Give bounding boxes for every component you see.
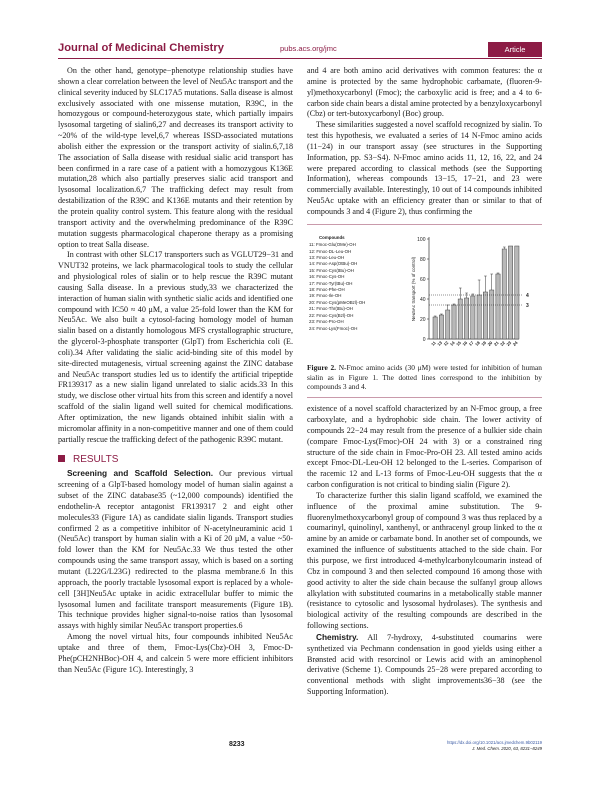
bar bbox=[452, 305, 456, 339]
figure-label: Figure 2. bbox=[307, 362, 337, 372]
journal-citation: J. Med. Chem. 2020, 63, 8231−8249 bbox=[472, 746, 542, 751]
y-tick-label: 100 bbox=[417, 236, 426, 243]
article-type-badge: Article bbox=[488, 42, 542, 57]
paragraph: In contrast with other SLC17 transporters such as VGLUT29−31 and VNUT32 proteins, we lack pharmacological tools to study the cellular and physiological roles of sialin or to help rescue the R39C mutant causing Salla disease. In a previous study,33 we characterized the interaction of human sialin with synthetic sialic acids and identified one compound with IC50 ≈ 40 μM, a value 25-fold lower than the KM for Neu5Ac. We also built a cytosol-facing homology model of human sialin based on a distantly homologous MFS crystallographic structure, the glycerol-3-phosphate transporter (GlpT) from Escherichia coli (E. coli).34 After validating the sialic acid-binding site of this model by site-directed mutagenesis, virtual screening against the ZINC database and Neu5Ac transport studies led us to identify the artificial tripeptide FR139317 as a new sialin ligand unrelated to sialic acids.33 In this study, we disclose other virtual hits from this screen and identify a novel scaffold of the sialin ligand well suited for chemical modifications. After optimization, the new ligands obtained inhibit sialin with a micromolar affinity in a non-competitive manner and one of them could partially rescue the trafficking defect of the pathogenic R39C mutant. bbox=[58, 250, 293, 444]
doi-link[interactable]: https://dx.doi.org/10.1021/acs.jmedchem.9b02119 bbox=[447, 740, 542, 745]
paragraph: Among the novel virtual hits, four compounds inhibited Neu5Ac uptake and three of them, Fmoc-Lys(Cbz)-OH 3, Fmoc-D-Phe(pCH2NHBoc)-OH 4, and calcein 5 were more efficient inhibitors than Neu5Ac (Figure 1C). Interestingly, 3 bbox=[58, 632, 293, 674]
article-page bbox=[58, 42, 542, 697]
x-tick-label: 21 bbox=[492, 339, 500, 347]
legend-item: 14: Fmoc-Asp(OtBu)-OH bbox=[309, 261, 358, 267]
x-tick-label: 19 bbox=[480, 339, 488, 347]
legend-item: 21: Fmoc-Thr(tBu)-OH bbox=[309, 306, 353, 312]
paragraph: To characterize further this sialin ligand scaffold, we examined the influence of the proximal amine substitution. The 9-fluorenylmethoxycarbonyl group of compound 3 was thus replaced by a coumarinyl, quinolinyl, xanthenyl, or anthracenyl group linked to the α amine by an amide or carbamate bond. In another set of compounds, we examined the influence of substituents attached to the side chain. For this purpose, we first introduced 4-methylcarbonylcoumarin instead of Cbz in compound 3 and then selected compound 16 among those with good activity to alter the side chain because the sulfanyl group allows alkylation with substituted coumarins in a metabolically stable manner (resistance to cytosolic and lysosomal hydrolases). The synthesis and biological activity of the resulting compounds are described in the following sections. bbox=[307, 490, 542, 631]
bar bbox=[502, 249, 506, 339]
x-tick-label: 22 bbox=[499, 339, 506, 347]
x-tick-label: 14 bbox=[448, 339, 456, 347]
subsection-title: Chemistry. bbox=[316, 631, 359, 642]
subsection-title: Screening and Scaffold Selection. bbox=[67, 468, 214, 479]
legend-item: 22: Fmoc-Cys(Bzl)-OH bbox=[309, 312, 354, 318]
legend-item: 23: Fmoc-Pro-OH bbox=[309, 319, 344, 325]
paragraph bbox=[307, 632, 542, 698]
page-header bbox=[58, 42, 542, 59]
journal-site-link[interactable]: pubs.acs.org/jmc bbox=[280, 44, 337, 53]
bar bbox=[515, 246, 519, 339]
x-tick-label: 16 bbox=[461, 339, 469, 347]
left-column bbox=[58, 66, 293, 675]
figure-2 bbox=[307, 224, 542, 398]
bar-chart bbox=[307, 231, 542, 359]
y-tick-label: 20 bbox=[419, 316, 426, 323]
bar bbox=[496, 274, 500, 339]
legend-title: Compounds bbox=[319, 234, 345, 240]
paragraph: These similarities suggested a novel scaffold recognized by sialin. To test this hypothesis, we evaluated a series of 14 N-Fmoc amino acids (11−24) in our transport assay (see structures in the Supporting Information, pp. S3−S4). N-Fmoc amino acids 11, 12, 16, 22, and 24 were prepared according to classical methods (see the Supporting Information), whereas compounds 13−15, 17−21, and 23 were commercially available. Interestingly, 10 out of 14 compounds inhibited Neu5Ac uptake with an efficiency greater than or similar to that of compounds 3 and 4 (Figure 2), thus confirming the bbox=[307, 120, 542, 216]
x-tick-label: 17 bbox=[467, 339, 475, 347]
x-tick-label: 23 bbox=[505, 339, 513, 347]
paragraph: On the other hand, genotype−phenotype relationship studies have shown a clear correlation between the level of Neu5Ac transport and the clinical severity induced by SLC17A5 mutations. Salla disease is almost exclusively associated with one missense mutation, R39C, in the homozygous or compound-heterozygous state, which partially impairs lysosomal targeting of sialin6,27 and decreases its transport activity to ~20% of the wild-type level,6,7 whereas ISSD-associated mutations abolish either the expression or the transport activity of sialin.6,7,18 The association of Salla disease with residual sialic acid transport has been confirmed in a rare case of a patient with a homozygous K136E mutation,28 which also partially preserves sialic acid transport and lysosomal localization.6,7 The trafficking defect may result from destabilization of the R39C and K136E mutants and their retention by the protein quality control system. This feature along with the residual transport activity and the overwhelming predominance of the R39C mutation suggests pharmacological chaperone therapy as a promising option to treat Salla disease. bbox=[58, 66, 293, 249]
bar bbox=[433, 317, 437, 339]
legend-item: 12: Fmoc-DL-Leu-OH bbox=[309, 248, 352, 254]
x-tick-label: 18 bbox=[474, 339, 481, 347]
y-tick-label: 0 bbox=[422, 336, 426, 343]
y-tick-label: 60 bbox=[419, 276, 426, 283]
x-tick-label: 24 bbox=[511, 339, 519, 347]
reference-line-label: 3 bbox=[526, 302, 529, 309]
bar bbox=[508, 246, 512, 339]
figure-2-chart bbox=[307, 231, 542, 359]
bar bbox=[490, 290, 494, 339]
y-tick-label: 40 bbox=[419, 296, 426, 303]
section-square-icon bbox=[58, 455, 65, 462]
y-tick-label: 80 bbox=[419, 256, 426, 263]
x-tick-label: 20 bbox=[486, 339, 494, 347]
bar bbox=[477, 295, 481, 339]
bar bbox=[439, 315, 443, 339]
paragraph-text: All 7-hydroxy, 4-substituted coumarins were synthetized via Pechmann condensation in good yields using either a Brønsted acid with resorcinol or Lewis acid with an aminophenol derivative (Scheme 1). Compounds 25−28 were prepared according to conventional methods with slight improvements36−38 (see the Supporting Information). bbox=[307, 632, 542, 697]
y-axis-label: Neu5Ac transport (% of control) bbox=[411, 256, 416, 321]
page-number: 8233 bbox=[229, 741, 245, 748]
journal-title[interactable]: Journal of Medicinal Chemistry bbox=[58, 42, 224, 54]
figure-caption bbox=[307, 363, 542, 392]
bar bbox=[471, 296, 475, 339]
legend-item: 24: Fmoc-Lys(Fmoc)-OH bbox=[309, 325, 358, 331]
legend-item: 20: Fmoc-Cys(pMeOBzl)-OH bbox=[309, 299, 366, 305]
legend-item: 13: Fmoc-Leu-OH bbox=[309, 255, 345, 261]
paragraph bbox=[58, 468, 293, 632]
x-tick-label: 12 bbox=[442, 339, 450, 347]
footer-citation bbox=[447, 740, 542, 752]
legend-item: 17: Fmoc-Tyr(tBu)-OH bbox=[309, 280, 353, 286]
bar bbox=[464, 298, 468, 339]
legend-item: 11: Fmoc-Glu(OMe)-OH bbox=[309, 242, 356, 248]
right-column bbox=[307, 66, 542, 698]
paragraph: and 4 are both amino acid derivatives with common features: the α amine is protected by the same hydrophobic carbamate, (fluoren-9-yl)methoxycarbonyl (Fmoc); the carboxylic acid is free; and a 4 to 6-carbon side chain bears a distal amine protected by a benzyloxycarbonyl (Cbz) or tert-butoxycarbonyl (Boc) group. bbox=[307, 66, 542, 119]
x-tick-label: 15 bbox=[455, 339, 462, 347]
paragraph: existence of a novel scaffold characterized by an N-Fmoc group, a free carboxylate, and a hydrophobic side chain. The lower activity of compounds 22−24 may result from the presence of a bulkier side chain (compare Fmoc-Lys(Fmoc)-OH 24 with 3) or a constrained ring structure of the side chain in Fmoc-Pro-OH 23. All tested amino acids except Fmoc-DL-Leu-OH 12 belonged to the L-series. Comparison of the racemic 12 and L-13 forms of Fmoc-Leu-OH suggests that the α carbon configuration is not critical to binding sialin (Figure 2). bbox=[307, 404, 542, 490]
figure-caption-text: N-Fmoc amino acids (30 μM) were tested for inhibition of human sialin as in Figure 1. The dotted lines correspond to the inhibition by compounds 3 and 4. bbox=[307, 362, 542, 392]
legend-item: 16: Fmoc-Cys-OH bbox=[309, 274, 345, 280]
x-tick-label: 11 bbox=[430, 339, 437, 347]
legend-item: 18: Fmoc-Phe-OH bbox=[309, 287, 345, 293]
x-tick-label: 13 bbox=[436, 339, 444, 347]
legend-item: 15: Fmoc-Cys(tBu)-OH bbox=[309, 267, 354, 273]
section-heading bbox=[58, 455, 293, 466]
paragraph-text: Our previous virtual screening of a GlpT-based homology model of human sialin against a subset of the ZINC database35 (~12,000 compounds) identified the endothelin-A receptor antagonist FR139317 2 and eight other molecules33 (Figure 1A) as candidate sialin ligands. Transport studies confirmed 2 as a competitive inhibitor of N-acetylneuraminic acid 1 (Neu5Ac) transport by human sialin with a Ki of 20 μM, a value ~50-fold lower than the KM for Neu5Ac.33 We thus tested the other compounds using the same transport assay, which is based on a sorting mutant (L22G/L23G) redirected to the plasma membrane.6 In this approach, the poorly tractable lysosomal export is replaced by a whole-cell [3H]Neu5Ac uptake in acidic extracellular buffer to mimic the lysosomal lumen and facilitate transport measurements (Figure 1B). This technique provides higher signal-to-noise ratios than lysosomal assays with highly similar Neu5Ac transport properties.6 bbox=[58, 469, 293, 631]
reference-line-label: 4 bbox=[526, 292, 529, 299]
legend-item: 19: Fmoc-Ile-OH bbox=[309, 293, 342, 299]
section-title: RESULTS bbox=[73, 453, 119, 465]
bar bbox=[446, 310, 450, 339]
bar bbox=[483, 292, 487, 339]
